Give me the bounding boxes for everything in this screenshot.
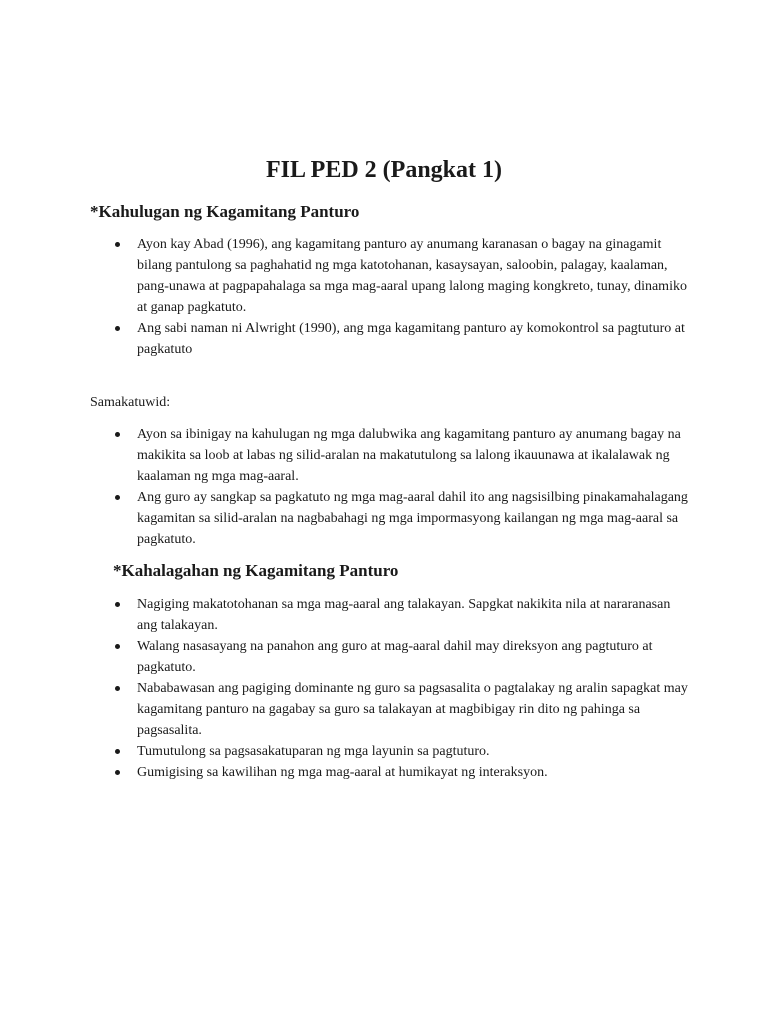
samakatuwid-list bbox=[113, 424, 693, 550]
list-item-text: Tumutulong sa pagsasakatuparan ng mga layunin sa pagtuturo. bbox=[137, 744, 490, 759]
list-item-text: Ang guro ay sangkap sa pagkatuto ng mga mag-aaral dahil ito ang nagsisilbing pinakamahalagang kagamitan sa silid-aralan na nagbabahagi ng mga impormasyong kailangan ng mga mag-aaral sa pagkatuto. bbox=[137, 490, 688, 547]
bullet-icon bbox=[115, 644, 120, 649]
list-item-text: Ang sabi naman ni Alwright (1990), ang mga kagamitang panturo ay komokontrol sa pagtuturo at pagkatuto bbox=[137, 321, 685, 357]
list-item-text: Ayon sa ibinigay na kahulugan ng mga dalubwika ang kagamitang panturo ay anumang bagay na makikita sa loob at labas ng silid-aralan na makatutulong sa lalong ikauunawa at ikalalawak ng kaalaman ng mga mag-aaral. bbox=[137, 427, 681, 484]
list-item bbox=[113, 594, 693, 636]
list-item bbox=[113, 741, 693, 762]
bullet-icon bbox=[115, 326, 120, 331]
bullet-icon bbox=[115, 686, 120, 691]
list-item-text: Nababawasan ang pagiging dominante ng guro sa pagsasalita o pagtalakay ng aralin sapagkat may kagamitang panturo na gagabay sa guro sa talakayan at magbibigay rin dito ng pahinga sa pagsasalita. bbox=[137, 681, 688, 738]
list-item-text: Nagiging makatotohanan sa mga mag-aaral ang talakayan. Sapgkat nakikita nila at nararanasan ang talakayan. bbox=[137, 597, 671, 633]
kahalagahan-list bbox=[113, 594, 693, 783]
list-item bbox=[113, 424, 693, 487]
list-item bbox=[113, 234, 693, 318]
list-item-text: Ayon kay Abad (1996), ang kagamitang panturo ay anumang karanasan o bagay na ginagamit bilang pantulong sa paghahatid ng mga katotohanan, kasaysayan, saloobin, palagay, kaalaman, pang-unawa at pagpapahalaga sa mga mag-aaral upang lalong maging kongkreto, tunay, dinamiko at ganap pagkatuto. bbox=[137, 237, 687, 315]
kahulugan-list bbox=[113, 234, 693, 360]
list-item-text: Walang nasasayang na panahon ang guro at mag-aaral dahil may direksyon ang pagtuturo at pagkatuto. bbox=[137, 639, 653, 675]
bullet-icon bbox=[115, 495, 120, 500]
samakatuwid-label: Samakatuwid: bbox=[90, 395, 171, 410]
bullet-icon bbox=[115, 242, 120, 247]
list-item bbox=[113, 678, 693, 741]
list-item bbox=[113, 636, 693, 678]
section-heading-kahalagahan: *Kahalagahan ng Kagamitang Panturo bbox=[113, 561, 399, 580]
bullet-icon bbox=[115, 602, 120, 607]
list-item bbox=[113, 487, 693, 550]
list-item bbox=[113, 318, 693, 360]
list-item bbox=[113, 762, 693, 783]
page-title: FIL PED 2 (Pangkat 1) bbox=[265, 157, 502, 183]
bullet-icon bbox=[115, 432, 120, 437]
list-item-text: Gumigising sa kawilihan ng mga mag-aaral at humikayat ng interaksyon. bbox=[137, 765, 548, 780]
bullet-icon bbox=[115, 749, 120, 754]
bullet-icon bbox=[115, 770, 120, 775]
section-heading-kahulugan: *Kahulugan ng Kagamitang Panturo bbox=[90, 202, 360, 221]
